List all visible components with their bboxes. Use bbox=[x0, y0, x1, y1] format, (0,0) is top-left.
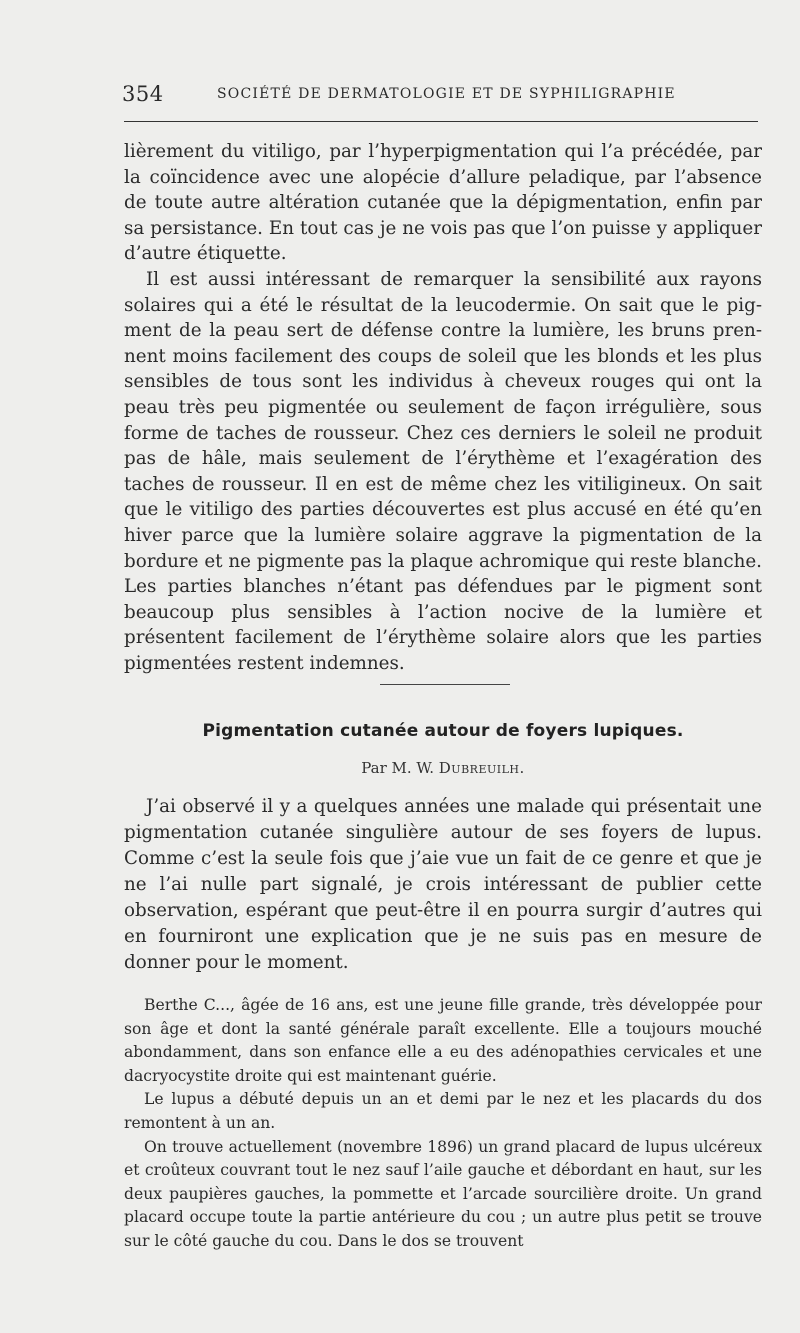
paragraph: Il est aussi intéressant de remarquer la sensibilité aux rayons solaires qui a été le résultat de la leucodermie. On sait que le pigment de la peau sert de défense contre la lumière, les bruns prennent moins facilement des coups de soleil que les blonds et les plus sensibles de tous sont les individus à cheveux rouges qui ont la peau très peu pigmentée ou seulement de façon irrégulière, sous forme de taches de rousseur. Chez ces derniers le soleil ne produit pas de hâle, mais seulement de l’érythème et l’exagération des taches de rousseur. Il en est de même chez les vitiligineux. On sait que le vitiligo des parties découvertes est plus accusé en été qu’en hiver parce que la lumière solaire aggrave la pigmentation de la bordure et ne pigmente pas la plaque achromique qui reste blanche. Les parties blanches n’étant pas défendues par le pigment sont beaucoup plus sensibles à l’action nocive de la lumière et présentent facilement de l’érythème solaire alors que les parties pigmentées restent indemnes. bbox=[124, 268, 762, 674]
article-intro bbox=[124, 794, 762, 976]
article-title: Pigmentation cutanée autour de foyers lupiques. bbox=[202, 721, 684, 741]
case-report bbox=[124, 994, 762, 1254]
paragraph: J’ai observé il y a quelques années une malade qui présentait une pigmentation cutanée singulière autour de ses foyers de lupus. Comme c’est la seule fois que j’aie vue un fait de ce genre et que je ne l’ai nulle part signalé, je crois intéressant de publier cette observation, espérant que peut-être il en pourra surgir d’autres qui en fourniront une explication que je ne suis pas en mesure de donner pour le moment. bbox=[124, 796, 762, 973]
paragraph: Le lupus a débuté depuis un an et demi par le nez et les placards du dos remontent à un an. bbox=[124, 1090, 762, 1132]
paragraph: Berthe C..., âgée de 16 ans, est une jeune fille grande, très développée pour son âge et dont la santé générale paraît excellente. Elle a toujours mouché abondamment, dans son enfance elle a eu des adénopathies cervicales et une dacryocystite droite qui est maintenant guérie. bbox=[124, 996, 762, 1085]
byline-prefix: Par M. W. bbox=[361, 759, 434, 777]
section-separator bbox=[380, 684, 510, 685]
paragraph: On trouve actuellement (novembre 1896) un grand placard de lupus ulcéreux et croûteux couvrant tout le nez sauf l’aile gauche et débordant en haut, sur les deux paupières gauches, la pommette et l’arcade sourcilière droite. Un grand placard occupe toute la partie antérieure du cou ; un autre plus petit se trouve sur le côté gauche du cou. Dans le dos se trouvent bbox=[124, 1137, 762, 1250]
header-rule bbox=[124, 121, 758, 122]
running-head: SOCIÉTÉ DE DERMATOLOGIE ET DE SYPHILIGRAPHIE bbox=[217, 86, 676, 102]
byline bbox=[124, 759, 762, 777]
previous-article-text bbox=[124, 139, 762, 676]
paragraph: lièrement du vitiligo, par l’hyperpigmentation qui l’a précédée, par la coïncidence avec une alopécie d’allure peladique, par l’absence de toute autre altération cutanée que la dépigmentation, enfin par sa persistance. En tout cas je ne vois pas que l’on puisse y appliquer d’autre étiquette. bbox=[124, 141, 762, 265]
byline-author: Dubreuilh. bbox=[438, 759, 525, 777]
page-number: 354 bbox=[122, 82, 164, 106]
page-header bbox=[122, 82, 762, 110]
